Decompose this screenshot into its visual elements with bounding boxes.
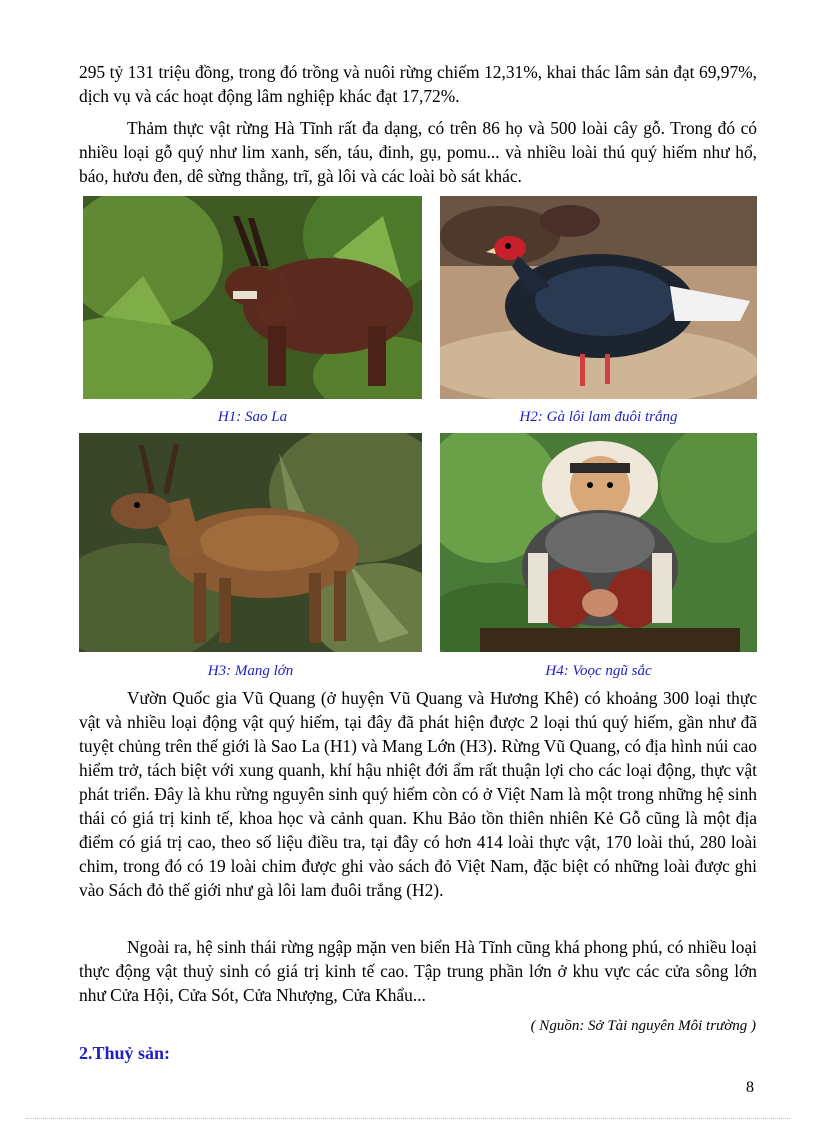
photo-edwards-pheasant (440, 196, 757, 399)
photo-douc-langur (440, 433, 757, 652)
paragraph-mangrove-ecosystem: Ngoài ra, hệ sinh thái rừng ngập mặn ven biển Hà Tĩnh cũng khá phong phú, có nhiều loại thực động vật thuỷ sinh có giá trị kinh tế cao. Tập trung phần lớn ở khu vực các cửa sông lớn như Cửa Hội, Cửa Sót, Cửa Nhượng, Cửa Khẩu... (79, 937, 757, 1005)
figure-caption-h3: H3: Mang lớn (207, 663, 294, 679)
photo-sao-la (83, 196, 422, 399)
paragraph-vu-quang-park: Vườn Quốc gia Vũ Quang (ở huyện Vũ Quang và Hương Khê) có khoảng 300 loại thực vật và nhiều loại động vật quý hiếm, tại đây đã phát hiện được 2 loại thú quý hiếm, gần như đã tuyệt chủng trên thế giới là Sao La (H1) và Mang Lớn (H3). Rừng Vũ Quang, có địa hình núi cao hiểm trở, tách biệt với xung quanh, khí hậu nhiệt đới ẩm rất thuận lợi cho các loại động, thực vật phát triển. Đây là khu rừng nguyên sinh quý hiếm còn có ở Việt Nam là một trong những hệ sinh thái có giá trị kinh tế, khoa học và cảnh quan. Khu Bảo tồn thiên nhiên Kẻ Gỗ cũng là một địa điểm có giá trị cao, theo số liệu điều tra, tại đây có hơn 414 loài thực vật, 170 loài thú, 280 loài chim, trong đó có 19 loài chim được ghi vào sách đỏ Việt Nam, đặc biệt có những loài được ghi vào Sách đỏ thế giới như gà lôi lam đuôi trắng (H2). (79, 688, 757, 900)
figure-caption-h2: H2: Gà lôi lam đuôi trắng (519, 409, 678, 425)
page-number: 8 (746, 1079, 754, 1096)
source-citation: ( Nguồn: Sở Tài nguyên Môi trường ) (530, 1018, 756, 1034)
photo-giant-muntjac (79, 433, 422, 652)
figure-caption-h1: H1: Sao La (217, 409, 288, 425)
paragraph-forest-vegetation: Thảm thực vật rừng Hà Tĩnh rất đa dạng, có trên 86 họ và 500 loài cây gỗ. Trong đó có nhiều loại gỗ quý như lim xanh, sến, táu, đinh, gụ, pomu... và nhiều loài thú quý hiếm như hổ, báo, hươu đen, dê sừng thẳng, trĩ, gà lôi và các loài bò sát khác. (79, 118, 757, 186)
figure-caption-h4: H4: Voọc ngũ sắc (545, 663, 652, 679)
section-heading: 2.Thuỷ sản: (79, 1043, 171, 1063)
footer-divider (26, 1118, 790, 1119)
paragraph-forestry-revenue: 295 tỷ 131 triệu đồng, trong đó trồng và nuôi rừng chiếm 12,31%, khai thác lâm sản đạt 69,97%, dịch vụ và các hoạt động lâm nghiệp khác đạt 17,72%. (79, 62, 757, 106)
